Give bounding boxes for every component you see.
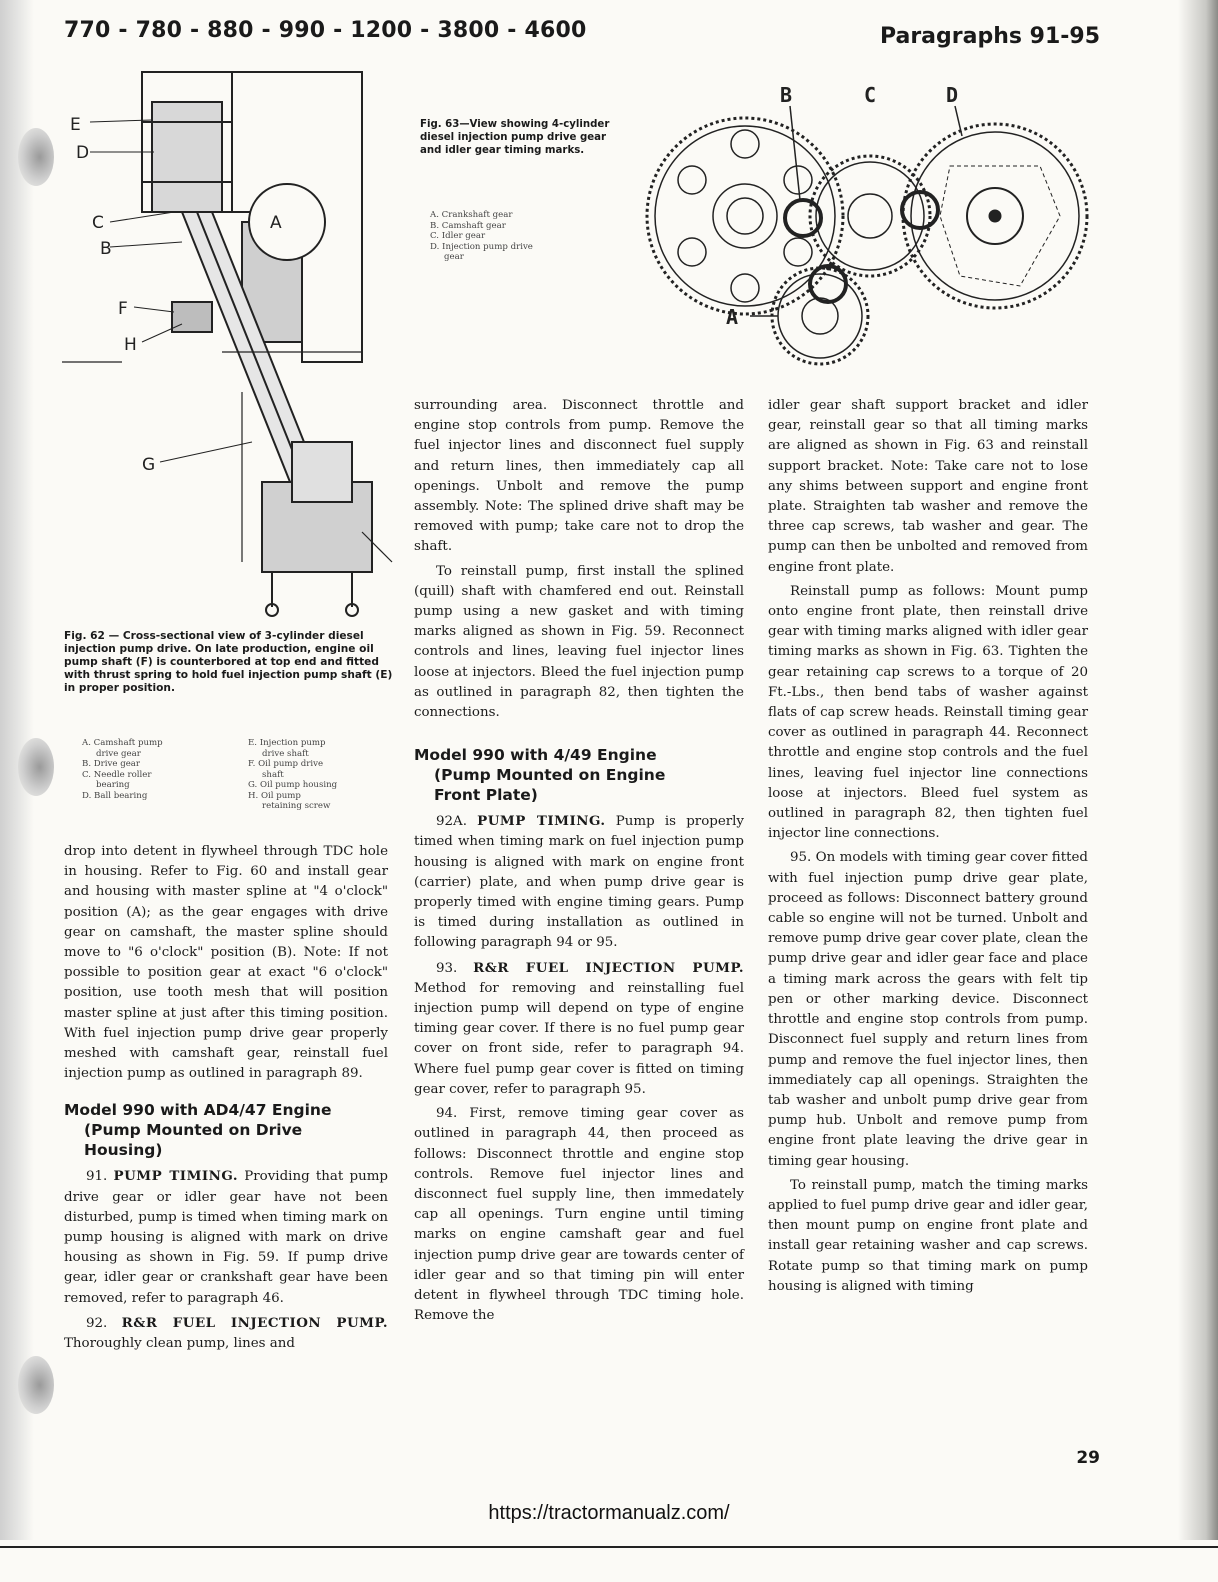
legend-item: drive gear [96,748,141,759]
fig63-legend [430,210,533,263]
fig63-label-c: C [864,83,877,107]
paragraph-text: To reinstall pump, first install the splined (quill) shaft with chamfered end out. Reinstall pump using a new gasket and with timing marks aligned as shown in Fig. 59. Reconnect controls and lines, leaving fuel injector lines loose at injectors. Bleed the fuel injection pump as outlined in paragraph 82, then tighten the connections. [414,563,744,721]
paragraph-94: 94. First, remove timing gear cover as outlined in paragraph 44, then proceed as follows: Disconnect throttle and engine stop controls. Remove fuel injector lines and disconnect fuel supply line, then immedately cap all openings. Turn engine until timing marks on engine camshaft gear and fuel injection pump drive gear are towards center of idler gear and so that timing pin will enter detent in flywheel through TDC timing hole. Remove the [414,1106,744,1324]
paragraph-text: idler gear shaft support bracket and idler gear, reinstall gear so that all timing marks are aligned as shown in Fig. 63 and reinstall support bracket. Note: Take care not to lose any shims between support and engine front plate. Straighten tab washer and remove the three cap screws, tab washer and gear. The pump can then be unbolted and removed from engine front plate. [768,398,1088,575]
legend-item: retaining screw [262,801,331,811]
legend-item: shaft [262,769,284,780]
paragraph-text: drop into detent in flywheel through TDC hole in housing. Refer to Fig. 60 and install gear and housing with master spline at "4 o'clock" position (A); as the gear engages with drive gear on camshaft, the master spline should move to "6 o'clock" position (B). Note: If not possible to position gear at exact "6 o'clock" position, use tooth mesh that will position master spline at just after this timing position. With fuel injection pump drive gear properly meshed with camshaft gear, reinstall fuel injection pump as outlined in paragraph 89. [64,844,388,1082]
fig62-label-a: A [270,213,282,233]
legend-item: G. Oil pump housing [248,780,338,790]
fig62-label-g: G [142,455,156,475]
column-left [64,842,388,1358]
column-middle [414,396,744,1330]
legend-item: A. Camshaft pump [82,738,163,748]
legend-item: C. Needle roller [82,769,152,780]
page-number: 29 [1076,1448,1100,1468]
fig63-label-b: B [780,83,793,107]
paragraph-heading: R&R FUEL INJECTION PUMP. [473,959,744,976]
paragraph-text: Reinstall pump as follows: Mount pump onto engine front plate, then reinstall drive gear with timing marks aligned with idler gear timing marks as shown in Fig. 63. Tighten the gear retaining cap screws to a torque of 20 Ft.-Lbs., then bend tabs of washer against flats of cap screw heads. Reinstall timing gear cover as outlined in paragraph 44. Reconnect throttle and engine stop controls and the fuel lines, leaving fuel injector line connections loose at injectors. Bleed fuel system as outlined in paragraph 82, then tighten fuel injector line connections. [768,583,1088,842]
paragraph-body: Thoroughly clean pump, lines and [64,1336,295,1352]
bottom-rule [0,1546,1218,1548]
paragraph-93 [414,958,744,1100]
paragraph-92 [64,1313,388,1354]
page-curl-shadow [1178,0,1218,1582]
paragraph-92a [414,811,744,953]
legend-item: B. Camshaft gear [430,220,506,231]
fig62-label-d: D [76,143,90,163]
fig63-label-d: D [946,83,959,107]
legend-item: B. Drive gear [82,759,141,769]
fig62-cross-section-illustration [62,62,412,622]
footer-url-link[interactable]: https://tractormanualz.com/ [488,1502,730,1524]
column-right [768,396,1088,1301]
paragraph-91 [64,1166,388,1308]
legend-item: F. Oil pump drive [248,759,324,769]
legend-item: gear [444,252,464,262]
punch-hole-bottom [18,1356,54,1414]
legend-item: D. Ball bearing [82,790,148,801]
paragraph-number: 93. [436,960,458,976]
paragraph-body: Pump is properly timed when timing mark on fuel injection pump housing is aligned with mark on engine front (carrier) plate, and when pump drive gear is properly timed with engine timing gears. Pump is timed during installation as outlined in following paragraph 94 or 95. [414,814,744,951]
fig63-label-a: A [726,305,739,329]
fig62-label-h: H [124,335,137,355]
header-paragraphs: Paragraphs 91-95 [879,24,1100,49]
legend-item: A. Crankshaft gear [430,210,513,220]
legend-item: drive shaft [262,748,309,759]
fig62-legend-right [248,738,337,812]
section-heading-main: Model 990 with 4/49 Engine [414,746,657,765]
paragraph-body: Method for removing and reinstalling fuel injection pump will depend on type of engine timing gear cover. If there is no fuel pump gear cover on front side, refer to paragraph 94. Where fuel pump gear cover is fitted on timing gear cover, refer to paragraph 95. [414,980,744,1097]
paragraph-number: 91. [86,1169,108,1185]
fig63-gear-illustration [640,76,1110,376]
fig62-label-c: C [92,213,104,233]
punch-hole-middle [18,738,54,796]
legend-item: H. Oil pump [248,790,301,801]
section-heading-ad4-47 [64,1100,388,1160]
paragraph-number: 92A. [436,814,467,830]
paragraph-heading: R&R FUEL INJECTION PUMP. [121,1314,388,1331]
fig62-label-e: E [70,115,81,135]
paragraph-text: surrounding area. Disconnect throttle and engine stop controls from pump. Remove the fuel injector lines and disconnect fuel supply and return lines, then immediately cap all openings. Unbolt and remove the pump assembly. Note: The splined drive shaft may be removed with pump; take care not to drop the shaft. [414,398,744,555]
fig62-label-b: B [100,239,112,259]
fig62-label-f: F [118,299,128,319]
paragraph-heading: PUMP TIMING. [477,813,606,830]
legend-item: E. Injection pump [248,738,326,748]
section-heading-sub: (Pump Mounted on Drive [84,1121,303,1140]
section-heading-4-49 [414,745,744,805]
fig63-caption: Fig. 63—View showing 4-cylinder diesel injection pump drive gear and idler gear timing marks. [420,119,610,156]
paragraph-body: Providing that pump drive gear or idler gear have not been disturbed, pump is timed when timing mark on pump housing is aligned with mark on drive housing as shown in Fig. 59. If pump drive gear, idler gear or crankshaft gear have been removed, refer to paragraph 46. [64,1169,388,1306]
section-heading-sub: Housing) [84,1141,163,1160]
legend-item: C. Idler gear [430,231,486,241]
legend-item: D. Injection pump drive [430,241,533,252]
paragraph-heading: PUMP TIMING. [113,1168,239,1185]
header-models: 770 - 780 - 880 - 990 - 1200 - 3800 - 4600 [64,18,587,43]
legend-item: bearing [96,780,130,790]
paragraph-95: 95. On models with timing gear cover fitted with fuel injection pump drive gear plate, proceed as follows: Disconnect battery ground cable so engine will not be turned. Unbolt and remove pump drive gear cover plate, clean the pump drive gear and idler gear face and place a timing mark across the gears with felt tip pen or other marking device. Disconnect throttle and engine stop controls from pump. Disconnect fuel supply and return lines from pump and remove the fuel injector lines, then immediately cap all openings. Straighten the tab washer and unbolt pump drive gear from pump hub. Unbolt and remove pump from engine front plate leaving the drive gear in timing gear housing. [768,850,1088,1169]
fig62-legend-left [82,738,163,801]
bottom-bar [0,1540,1218,1582]
section-heading-main: Model 990 with AD4/47 Engine [64,1101,332,1120]
fig62-caption: Fig. 62 — Cross-sectional view of 3-cylinder diesel injection pump drive. On late production, engine oil pump shaft (F) is counterbored at top end and fitted with thrust spring to hold fuel injection pump shaft (E) in proper position. [64,630,393,694]
section-heading-sub: (Pump Mounted on Engine [434,766,666,785]
section-heading-sub: Front Plate) [434,786,538,805]
paragraph-text: To reinstall pump, match the timing marks applied to fuel pump drive gear and idler gear, then mount pump on engine front plate and install gear retaining washer and cap screws. Rotate pump so that timing mark on pump housing is aligned with timing [768,1177,1088,1294]
punch-hole-top [18,128,54,186]
paragraph-number: 92. [86,1315,108,1331]
